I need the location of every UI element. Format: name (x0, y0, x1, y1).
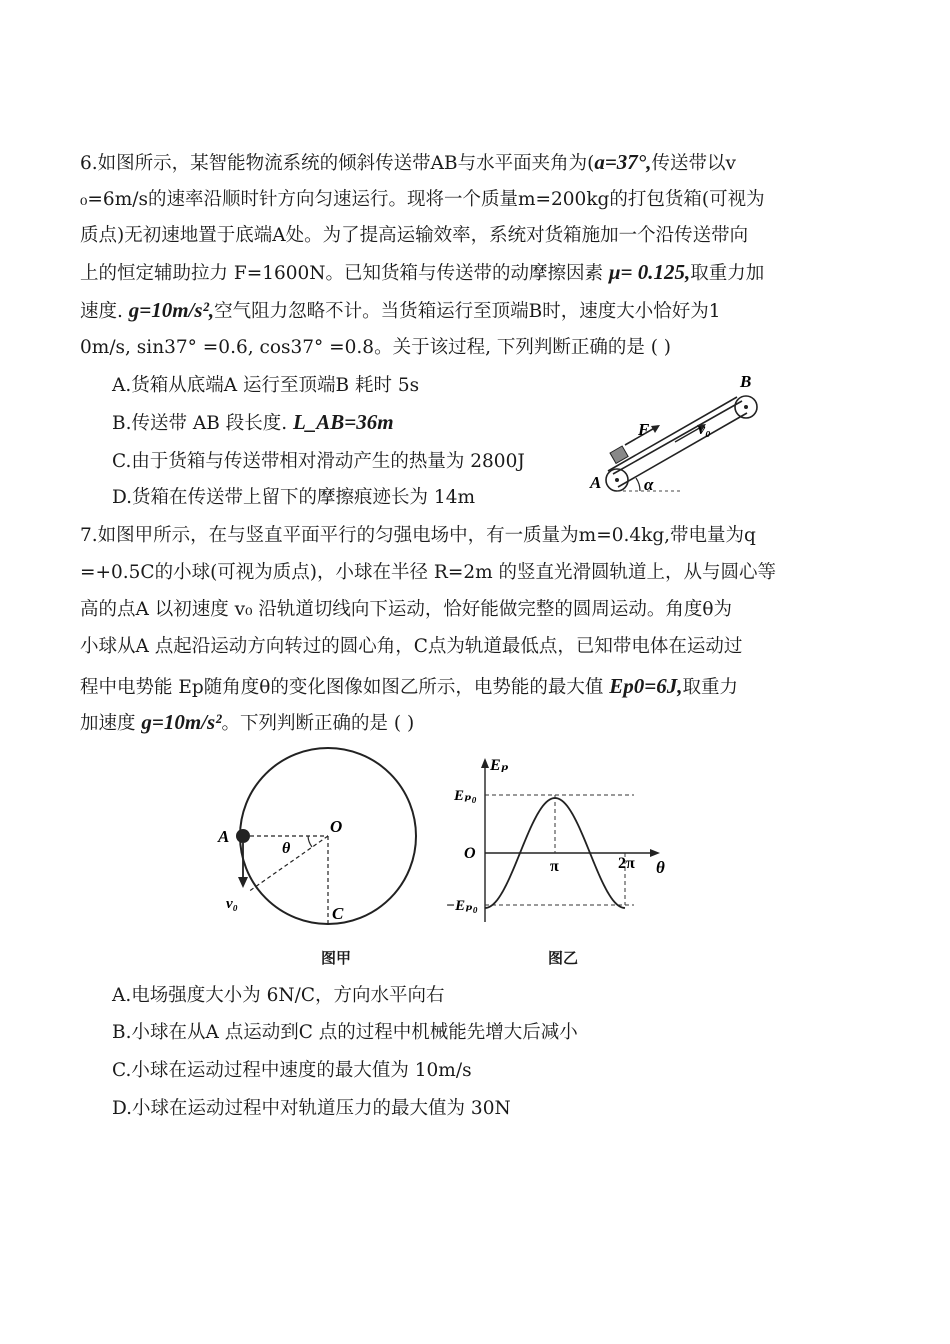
q7-text: 小球从A 点起沿运动方向转过的圆心角，C点为轨道最低点，已知带电体在运动过 (80, 636, 743, 657)
q6-option-c[interactable] (112, 448, 525, 476)
option-text: A.货箱从底端A 运行至顶端B 耗时 5s (112, 375, 420, 396)
label-ep0: Eₚ₀ (454, 788, 477, 804)
option-text: B.传送带 AB 段长度. (112, 413, 293, 434)
label-ep: Eₚ (490, 757, 509, 774)
v0-arrow-head (238, 877, 248, 888)
q6-line-3 (80, 222, 748, 250)
y-axis-arrow (481, 758, 489, 768)
caption-yi: 图乙 (548, 949, 579, 967)
label-origin: O (464, 845, 476, 862)
q7-line-3 (80, 596, 732, 624)
label-v0: v₀ (226, 896, 238, 912)
pulley-b-center (744, 405, 748, 409)
q6-option-a[interactable] (112, 372, 419, 400)
label-alpha: α (644, 475, 654, 494)
label-o: O (330, 817, 343, 836)
label-f: F (638, 420, 650, 439)
theta-arc (308, 836, 312, 847)
option-text: A.电场强度大小为 6N/C，方向水平向右 (112, 985, 445, 1006)
q7-option-a[interactable] (112, 982, 444, 1010)
label-b: B (740, 372, 752, 391)
q6-text: 传送带以v (651, 153, 736, 174)
q7-text: 7.如图甲所示，在与竖直平面平行的匀强电场中，有一质量为m=0.4kg,带电量为q (80, 525, 756, 546)
label-pi: π (550, 858, 559, 875)
q7-line-5 (80, 672, 738, 702)
q7-line-6 (80, 708, 414, 738)
conveyor-figure (580, 370, 780, 500)
label-v0: v₀ (698, 421, 711, 438)
q7-line-4 (80, 633, 742, 661)
q6-text: 质点)无初速地置于底端A处。为了提高运输效率，系统对货箱施加一个沿传送带向 (80, 225, 749, 246)
label-a: A (590, 473, 602, 492)
option-text: B.小球在从A 点运动到C 点的过程中机械能先增大后减小 (112, 1022, 578, 1043)
q7-text: 高的点A 以初速度 v₀ 沿轨道切线向下运动，恰好能做完整的圆周运动。角度θ为 (80, 599, 733, 620)
q7-math-g: g=10m/s² (141, 710, 222, 734)
q6-option-b[interactable] (112, 408, 394, 438)
q6-text: ₀=6m/s的速率沿顺时针方向匀速运行。现将一个质量m=200kg的打包货箱(可视为 (80, 189, 765, 210)
q7-text: =+0.5C的小球(可视为质点)，小球在半径 R=2m 的竖直光滑圆轨道上，从与圆心等 (80, 562, 777, 583)
label-a: A (218, 827, 230, 846)
q6-line-5 (80, 296, 721, 326)
q6-text: 0m/s, sin37° =0.6, cos37° =0.8。关于该过程, 下列判断正确的是 ( ) (80, 337, 672, 358)
q6-text: 速度. (80, 301, 129, 322)
label-theta: θ (282, 840, 291, 857)
q6-text: 取重力加 (690, 263, 765, 284)
option-math: L_AB=36m (292, 410, 394, 434)
label-theta: θ (656, 858, 665, 877)
q6-math-mu: μ= 0.125, (608, 260, 691, 284)
q7-option-d[interactable] (112, 1095, 511, 1123)
label-c: C (332, 904, 344, 923)
q7-text: 取重力 (682, 677, 738, 698)
option-text: D.货箱在传送带上留下的摩擦痕迹长为 14m (112, 487, 476, 508)
circle-track-figure (210, 742, 430, 942)
q6-line-1 (80, 148, 736, 178)
q6-line-6 (80, 334, 671, 362)
x-axis-arrow (650, 849, 660, 857)
label-neg-ep0: −Eₚ₀ (446, 898, 478, 914)
q7-line-1 (80, 522, 756, 550)
angle-arc (636, 478, 640, 491)
q7-line-2 (80, 559, 776, 587)
pulley-a-center (615, 478, 619, 482)
q6-text: 6.如图所示，某智能物流系统的倾斜传送带AB与水平面夹角为( (80, 153, 595, 174)
option-text: D.小球在运动过程中对轨道压力的最大值为 30N (112, 1098, 511, 1119)
q6-line-2 (80, 186, 765, 214)
q6-math-alpha: a=37°, (594, 150, 652, 174)
q7-option-b[interactable] (112, 1019, 578, 1047)
option-text: C.由于货箱与传送带相对滑动产生的热量为 2800J (112, 451, 525, 472)
q6-math-g: g=10m/s², (128, 298, 215, 322)
belt-line (613, 401, 742, 474)
q6-text: 上的恒定辅助拉力 F=1600N。已知货箱与传送带的动摩擦因素 (80, 263, 609, 284)
q6-option-d[interactable] (112, 484, 475, 512)
q6-text: 空气阻力忽略不计。当货箱运行至顶端B时，速度大小恰好为1 (214, 301, 721, 322)
belt-bottom-edge (608, 397, 737, 471)
q7-option-c[interactable] (112, 1057, 472, 1085)
q7-text: 加速度 (80, 713, 142, 734)
caption-jia: 图甲 (321, 949, 352, 967)
q7-math-ep0: Ep0=6J, (609, 674, 683, 698)
q7-text: 。下列判断正确的是 ( ) (221, 713, 415, 734)
option-text: C.小球在运动过程中速度的最大值为 10m/s (112, 1060, 472, 1081)
q6-line-4 (80, 258, 764, 288)
ep-theta-graph (444, 752, 680, 932)
q7-text: 程中电势能 Ep随角度θ的变化图像如图乙所示，电势能的最大值 (80, 677, 610, 698)
label-2pi: 2π (618, 855, 635, 872)
